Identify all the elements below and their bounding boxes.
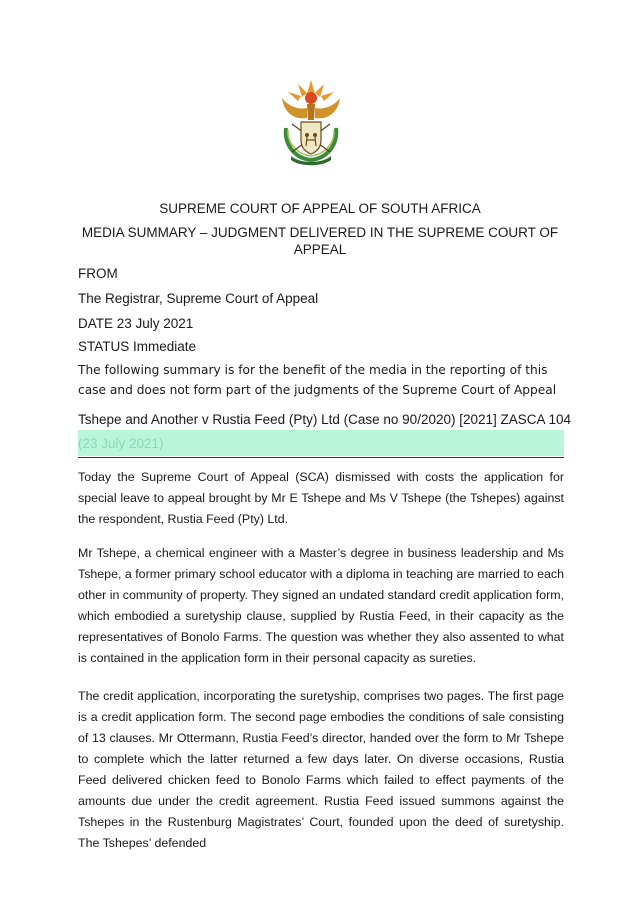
status-line: STATUS Immediate: [78, 339, 197, 354]
section-divider: [78, 457, 564, 458]
summary-paragraph: The credit application, incorporating the suretyship, comprises two pages. The first page is a credit application form. The second page embodies the conditions of sale consisting of 13 clauses. Mr Ottermann, Rustia Feed’s director, handed over the form to Mr Tshepe to complete which the latter returned a few days later. On diverse occasions, Rustia Feed delivered chicken feed to Bonolo Farms which failed to effect payments of the amounts due under the credit agreement. Rustia Feed issued summons against the Tshepes in the Rustenburg Magistrates’ Court, founded upon the deed of suretyship. The Tshepes’ defended: [78, 689, 564, 850]
case-citation-block: [78, 408, 572, 457]
coat-of-arms-icon: [274, 74, 348, 168]
court-name-heading: SUPREME COURT OF APPEAL OF SOUTH AFRICA: [159, 201, 481, 216]
case-date: (23 July 2021): [78, 436, 164, 451]
date-line: DATE 23 July 2021: [78, 316, 194, 331]
media-disclaimer: The following summary is for the benefit of the media in the reporting of this case and does not form part of the judgments of the Supreme Court of Appeal: [78, 363, 557, 397]
media-summary-title: MEDIA SUMMARY – JUDGMENT DELIVERED IN THE SUPREME COURT OF APPEAL: [81, 225, 559, 257]
summary-paragraph: Today the Supreme Court of Appeal (SCA) dismissed with costs the application for special leave to appeal brought by Mr E Tshepe and Ms V Tshepe (the Tshepes) against the respondent, Rustia Feed (Pty) Ltd.: [78, 470, 564, 526]
from-label: FROM: [78, 266, 118, 281]
case-citation: Tshepe and Another v Rustia Feed (Pty) Ltd (Case no 90/2020) [2021] ZASCA 104: [78, 412, 572, 427]
summary-paragraph: Mr Tshepe, a chemical engineer with a Master’s degree in business leadership and Ms Tshepe, a former primary school educator with a diploma in teaching are married to each other in community of property. They signed an undated standard credit application form, which embodied a suretyship clause, supplied by Rustia Feed, in their capacity as the representatives of Bonolo Farms. The question was whether they also assented to what is contained in the application form in their personal capacity as sureties.: [78, 546, 564, 665]
from-value: The Registrar, Supreme Court of Appeal: [78, 291, 319, 306]
